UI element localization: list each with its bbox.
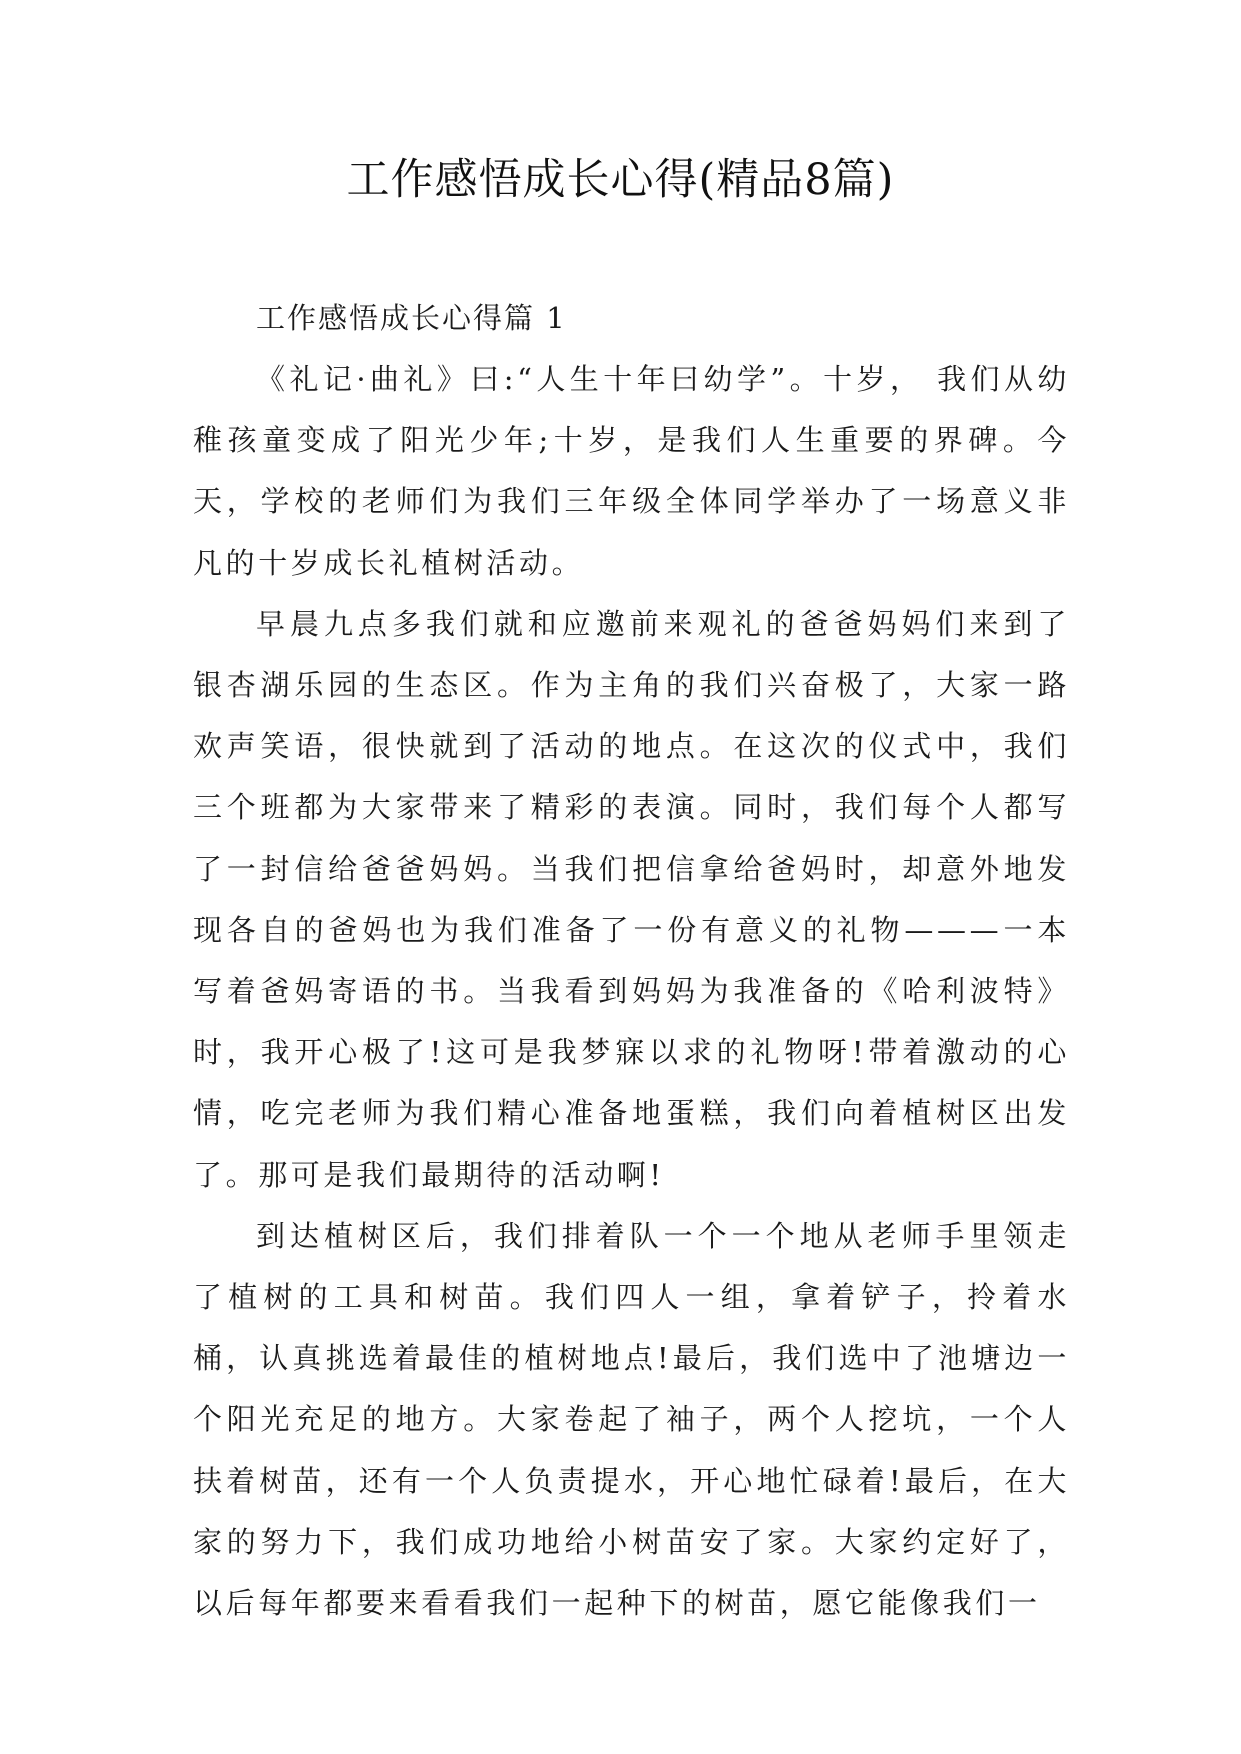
paragraph-1: 《礼记·曲礼》曰:“人生十年曰幼学”。十岁， 我们从幼稚孩童变成了阳光少年;十岁，是我们人生重要的界碑。今天，学校的老师们为我们三年级全体同学举办了一场意义非凡的十岁成长礼植树活动。	[193, 362, 1070, 580]
section-heading: 工作感悟成长心得篇 1	[256, 301, 567, 335]
paragraph-2: 早晨九点多我们就和应邀前来观礼的爸爸妈妈们来到了银杏湖乐园的生态区。作为主角的我们兴奋极了，大家一路欢声笑语，很快就到了活动的地点。在这次的仪式中，我们三个班都为大家带来了精彩的表演。同时，我们每个人都写了一封信给爸爸妈妈。当我们把信拿给爸妈时，却意外地发现各自的爸妈也为我们准备了一份有意义的礼物———一本写着爸妈寄语的书。当我看到妈妈为我准备的《哈利波特》时，我开心极了!这可是我梦寐以求的礼物呀!带着激动的心情，吃完老师为我们精心准备地蛋糕，我们向着植树区出发了。那可是我们最期待的活动啊!	[193, 606, 1070, 1192]
paragraph-3: 到达植树区后，我们排着队一个一个地从老师手里领走了植树的工具和树苗。我们四人一组，拿着铲子，拎着水桶，认真挑选着最佳的植树地点!最后，我们选中了池塘边一个阳光充足的地方。大家卷起了袖子，两个人挖坑，一个人扶着树苗，还有一个人负责提水，开心地忙碌着!最后，在大家的努力下，我们成功地给小树苗安了家。大家约定好了，以后每年都要来看看我们一起种下的树苗，愿它能像我们一	[193, 1218, 1070, 1621]
document-title: 工作感悟成长心得(精品8篇)	[346, 155, 895, 205]
document-body	[193, 288, 1070, 1634]
